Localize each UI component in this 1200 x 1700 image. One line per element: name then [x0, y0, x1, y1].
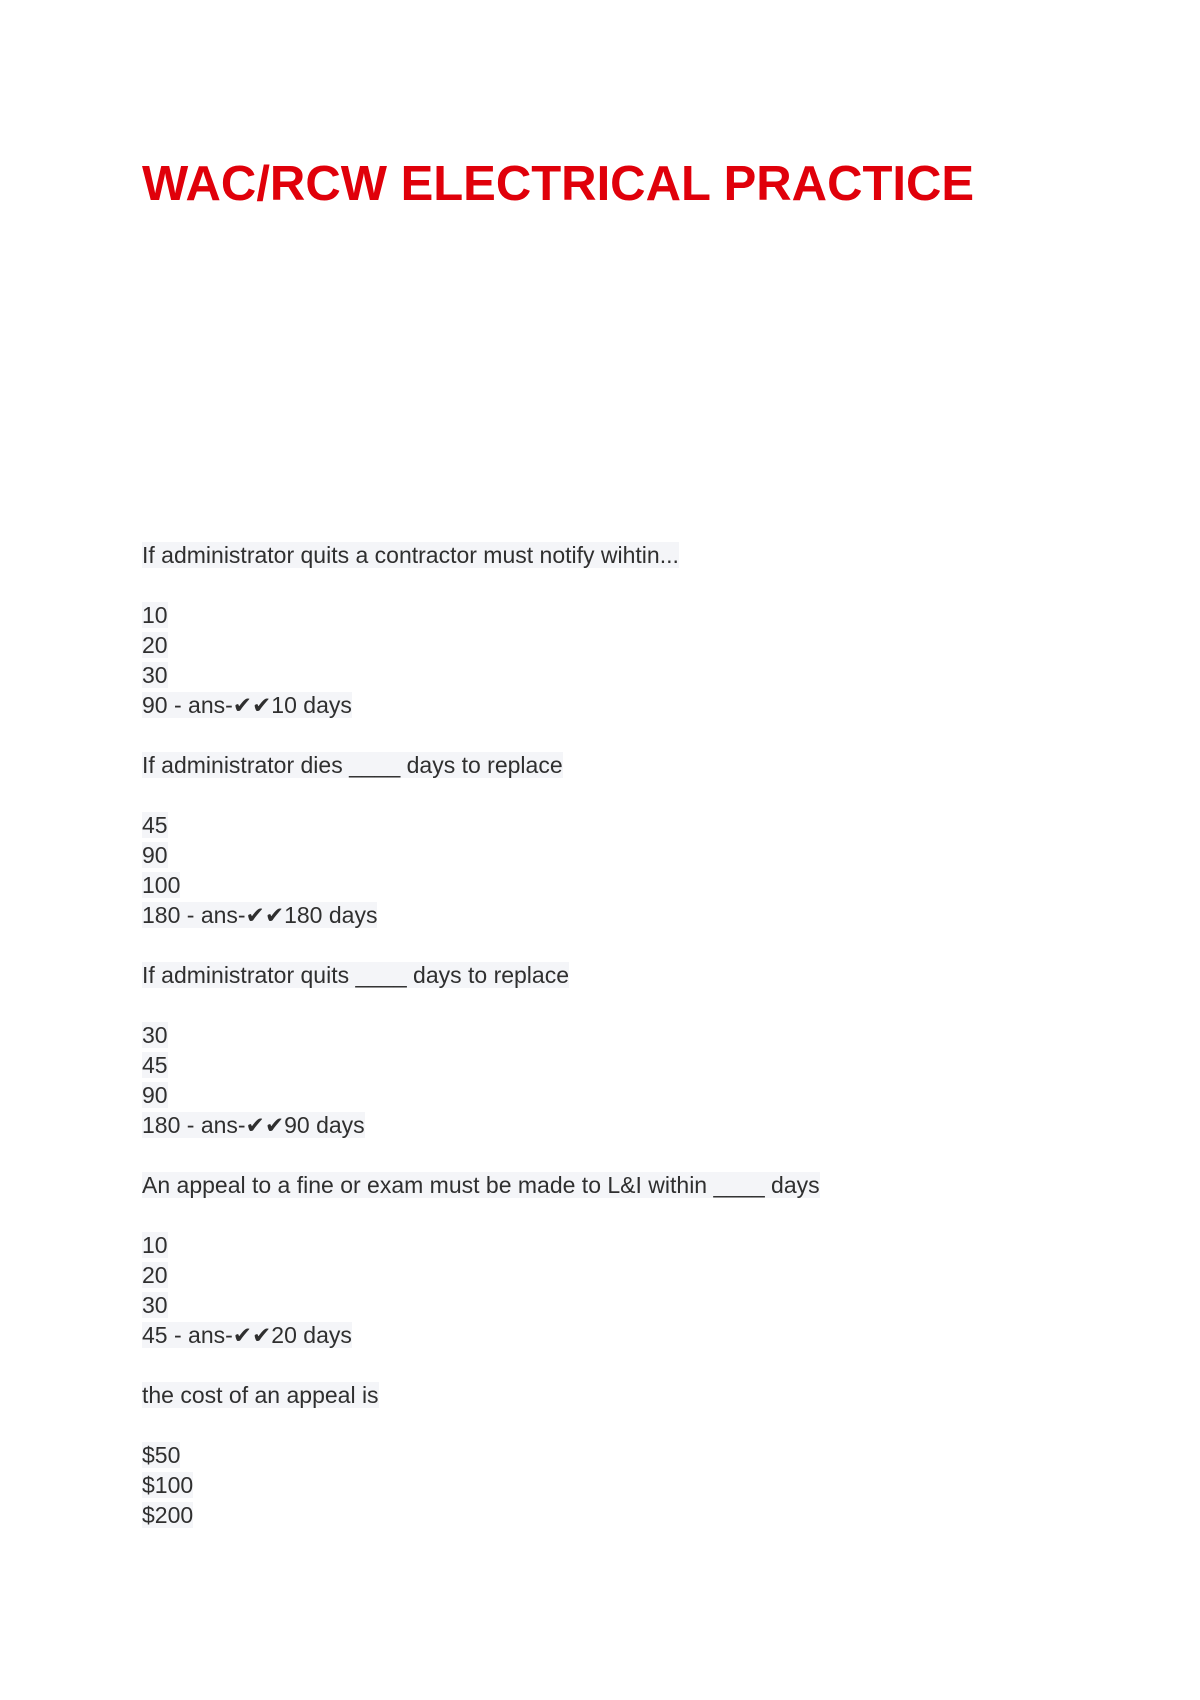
question-block-4: [142, 1170, 1102, 1350]
answer-option: 45: [142, 812, 168, 838]
answer-options: [142, 1440, 1102, 1530]
question-block-1: [142, 540, 1102, 720]
answer-option: 10: [142, 1232, 168, 1258]
answer-option: 45: [142, 1052, 168, 1078]
question-prompt: An appeal to a fine or exam must be made to L&I within ____ days: [142, 1172, 820, 1198]
answer-option-with-answer: 90 - ans-✔✔10 days: [142, 692, 352, 718]
answer-options: [142, 810, 1102, 930]
answer-options: [142, 1230, 1102, 1350]
question-block-2: [142, 750, 1102, 930]
answer-options: [142, 1020, 1102, 1140]
answer-option: $100: [142, 1472, 194, 1498]
question-prompt: If administrator quits a contractor must notify wihtin...: [142, 542, 679, 568]
answer-option: 90: [142, 1082, 168, 1108]
answer-option: 30: [142, 1292, 168, 1318]
answer-options: [142, 600, 1102, 720]
answer-option: 20: [142, 1262, 168, 1288]
answer-option: 30: [142, 662, 168, 688]
answer-option-with-answer: 45 - ans-✔✔20 days: [142, 1322, 352, 1348]
question-list: [142, 540, 1102, 1560]
answer-option: 10: [142, 602, 168, 628]
question-block-5: [142, 1380, 1102, 1530]
answer-option: 20: [142, 632, 168, 658]
answer-option: 90: [142, 842, 168, 868]
document-title: WAC/RCW ELECTRICAL PRACTICE: [142, 157, 975, 211]
answer-option: 100: [142, 872, 181, 898]
answer-option: 30: [142, 1022, 168, 1048]
answer-option: $200: [142, 1502, 194, 1528]
question-prompt: the cost of an appeal is: [142, 1382, 379, 1408]
question-prompt: If administrator quits ____ days to replace: [142, 962, 570, 988]
answer-option: $50: [142, 1442, 181, 1468]
answer-option-with-answer: 180 - ans-✔✔90 days: [142, 1112, 365, 1138]
question-prompt: If administrator dies ____ days to replace: [142, 752, 563, 778]
question-block-3: [142, 960, 1102, 1140]
answer-option-with-answer: 180 - ans-✔✔180 days: [142, 902, 378, 928]
